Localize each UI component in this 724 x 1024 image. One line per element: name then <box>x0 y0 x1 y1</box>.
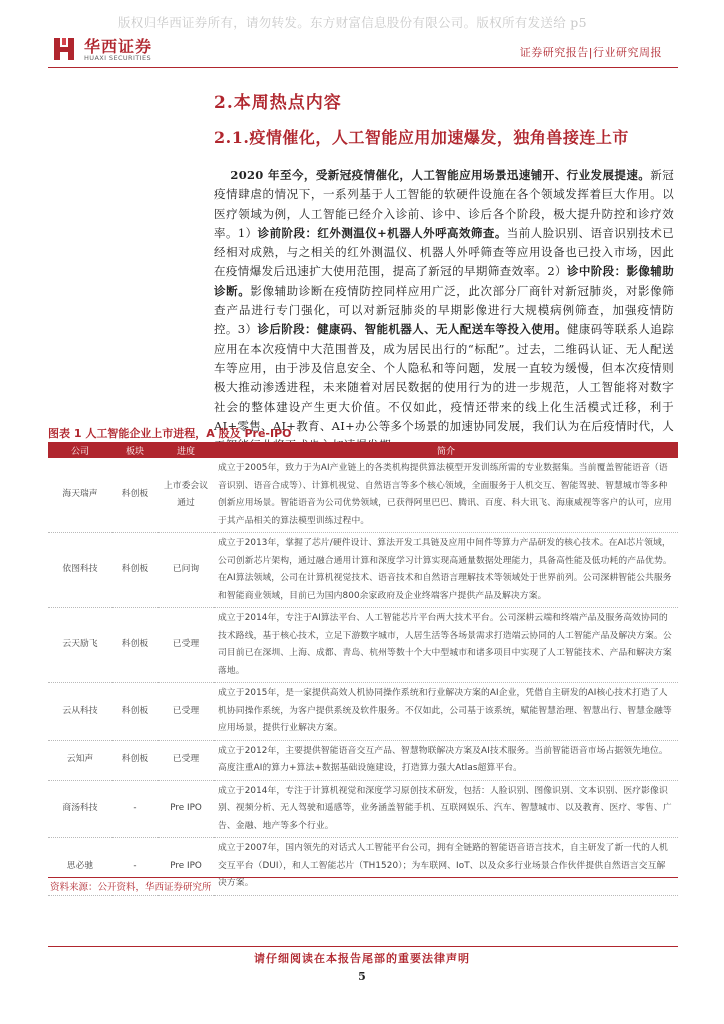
company-intro: 成立于2005年，致力于为AI产业链上的各类机构提供算法模型开发训练所需的专业数据集。当前覆盖智能语音（语音识别、语音合成等）、计算机视觉、自然语言等多个核心领域，全面服务于人机交互、智能驾驶、智慧城市等多种创新应用场景。智能语音为公司优势领域，已获得阿里巴巴、腾讯、百度、科大讯飞、海康威视等客户的认可，应用于其产品相关的算法模型训练过程中。 <box>214 458 678 533</box>
huaxi-logo-icon <box>52 36 76 62</box>
table-header-row <box>48 442 678 458</box>
body-paragraph <box>214 166 674 455</box>
figure-title: 图表 1 人工智能企业上市进程，A 股及 Pre-IPO <box>48 427 292 440</box>
report-type-label: 证券研究报告|行业研究周报 <box>519 46 662 59</box>
listing-stage: Pre IPO <box>158 780 214 838</box>
body-text-c: 当前人脸识别、语音识别技术已经相对成熟，与之相关的红外测温仪、机器人外呼筛查等应用设备也已投入市场，因此在疫情爆发后迅速扩大使用范围，提高了新冠的早期筛查效率。2） <box>214 225 674 279</box>
footer-divider <box>48 946 678 947</box>
header-intro: 简介 <box>214 442 678 458</box>
listing-stage: 已问询 <box>158 533 214 608</box>
company-name: 商汤科技 <box>48 780 112 838</box>
board-name: 科创板 <box>112 608 158 683</box>
listing-stage: 已受理 <box>158 608 214 683</box>
table-row <box>48 780 678 838</box>
table-row <box>48 608 678 683</box>
board-name: 科创板 <box>112 458 158 533</box>
subsection-heading: 2.1.疫情催化，人工智能应用加速爆发，独角兽接连上市 <box>214 128 629 147</box>
board-name: - <box>112 838 158 896</box>
stage-diagnosis: 诊中阶段：影像辅助诊断。 <box>214 264 674 298</box>
body-text-e: 健康码等联系人追踪应用在本次疫情中大范围普及，成为居民出行的“标配”。过去，二维码认证、无人配送车等应用，由于涉及信息安全、个人隐私和等问题，发展一直较为缓慢，但本次疫情则极大推动渗透进程，未来随着对居民数据的使用行为的进一步规范，人工智能将对数字社会的整体建设产生更大价值。不仅如此，疫情还带来的线上化生活模式迁移，利于 AI+零售、AI+教育、AI+办公等多个场景的加速协同发展，我们认为在后疫情时代，人 <box>214 322 674 433</box>
header-stage: 进度 <box>158 442 214 458</box>
table-bottom-rule <box>48 877 678 878</box>
table-row <box>48 458 678 533</box>
company-intro: 成立于2013年，掌握了芯片/硬件设计、算法开发工具链及应用中间件等算力产品研发的核心技术。在AI芯片领域，公司创新芯片架构，通过融合通用计算和深度学习计算实现高通量数据处理能力，具备高性能及低功耗的产品优势。在AI算法领域，公司在计算机视觉技术、语音技术和自然语言理解技术等领域处于世界前列。公司深耕智能公共服务和智能商业领域，目前已为国内800余家政府及企业终端客户提供产品及解决方案。 <box>214 533 678 608</box>
table-row <box>48 533 678 608</box>
logo-name: 华西证券 <box>84 37 153 56</box>
company-name: 云天励飞 <box>48 608 112 683</box>
section-heading: 2.本周热点内容 <box>214 93 342 113</box>
source-note: 资料来源：公开资料，华西证券研究所 <box>50 882 212 893</box>
header-divider <box>48 67 678 68</box>
company-intro: 成立于2015年，是一家提供高效人机协同操作系统和行业解决方案的AI企业，凭借自主研发的AI核心技术打造了人机协同操作系统，为客户提供系统及软件服务。不仅如此，公司基于该系统，赋能智慧治理、智慧出行、智慧金融等应用场景，提供行业解决方案。 <box>214 683 678 741</box>
company-intro: 成立于2014年，专注于AI算法平台、人工智能芯片平台两大技术平台。公司深耕云端和终端产品及服务高效协同的技术路线，基于核心技术，立足下游数字城市，人居生活等各场景需求打造端云协同的人工智能产品及解决方案。公司目前已在深圳、上海、成都、青岛、杭州等数十个大中型城市和诸多项目中实现了人工智能技术、产品和解决方案落地。 <box>214 608 678 683</box>
header-company: 公司 <box>48 442 112 458</box>
legal-notice: 请仔细阅读在本报告尾部的重要法律声明 <box>254 952 470 965</box>
company-name: 思必驰 <box>48 838 112 896</box>
company-name: 依图科技 <box>48 533 112 608</box>
table-row <box>48 740 678 780</box>
company-name: 云知声 <box>48 740 112 780</box>
company-table <box>48 442 678 896</box>
watermark-text: 版权归华西证券所有，请勿转发。东方财富信息股份有限公司。版权所有发送给 p5 <box>118 15 587 30</box>
header-board: 板块 <box>112 442 158 458</box>
stage-pre-diagnosis: 诊前阶段：红外测温仪+机器人外呼高效筛查。 <box>257 225 507 240</box>
board-name: 科创板 <box>112 533 158 608</box>
listing-stage: 已受理 <box>158 683 214 741</box>
company-intro: 成立于2014年，专注于计算机视觉和深度学习原创技术研发，包括：人脸识别、图像识别、文本识别、医疗影像识别、视频分析、无人驾驶和遥感等，业务涵盖智能手机、互联网娱乐、汽车、智慧城市、以及教育、医疗、零售、广告、金融、地产等多个行业。 <box>214 780 678 838</box>
listing-stage: Pre IPO <box>158 838 214 896</box>
lead-sentence: 2020 年至今，受新冠疫情催化，人工智能应用场景迅速铺开、行业发展提速。 <box>230 168 651 182</box>
board-name: 科创板 <box>112 740 158 780</box>
company-name: 海天瑞声 <box>48 458 112 533</box>
board-name: 科创板 <box>112 683 158 741</box>
company-intro: 成立于2012年，主要提供智能语音交互产品、智慧物联解决方案及AI技术服务。当前智能语音市场占据领先地位。高度注重AI的算力+算法+数据基础设施建设，打造算力强大Atlas超算平台。 <box>214 740 678 780</box>
company-intro: 成立于2007年，国内领先的对话式人工智能平台公司，拥有全链路的智能语音语言技术，自主研发了新一代的人机交互平台（DUI），和人工智能芯片（TH1520）；为车联网、IoT、以及众多行业场景合作伙伴提供自然语言交互解决方案。 <box>214 838 678 896</box>
logo-english: HUAXI SECURITIES <box>84 54 152 62</box>
board-name: - <box>112 780 158 838</box>
table-row <box>48 683 678 741</box>
listing-stage: 已受理 <box>158 740 214 780</box>
body-text-d: 影像辅助诊断在疫情防控同样应用广泛，此次部分厂商针对新冠肺炎，对影像筛查产品进行专门强化，可以对新冠肺炎的早期影像进行大规模病例筛查，加强疫情防控。3） <box>214 283 674 337</box>
listing-stage: 上市委会议通过 <box>158 458 214 533</box>
stage-post-diagnosis: 诊后阶段：健康码、智能机器人、无人配送车等投入使用。 <box>257 322 567 337</box>
company-name: 云从科技 <box>48 683 112 741</box>
page-number: 5 <box>358 970 366 983</box>
body-text-a: 新冠疫情肆虐的情况下，一系列基于人工智能的软硬件设施在各个领域发挥着巨大作用。以医疗领域为例，人工智能已经介入诊前、诊中、诊后各个阶段，极大提升防控和诊疗效率。1） <box>214 168 674 240</box>
